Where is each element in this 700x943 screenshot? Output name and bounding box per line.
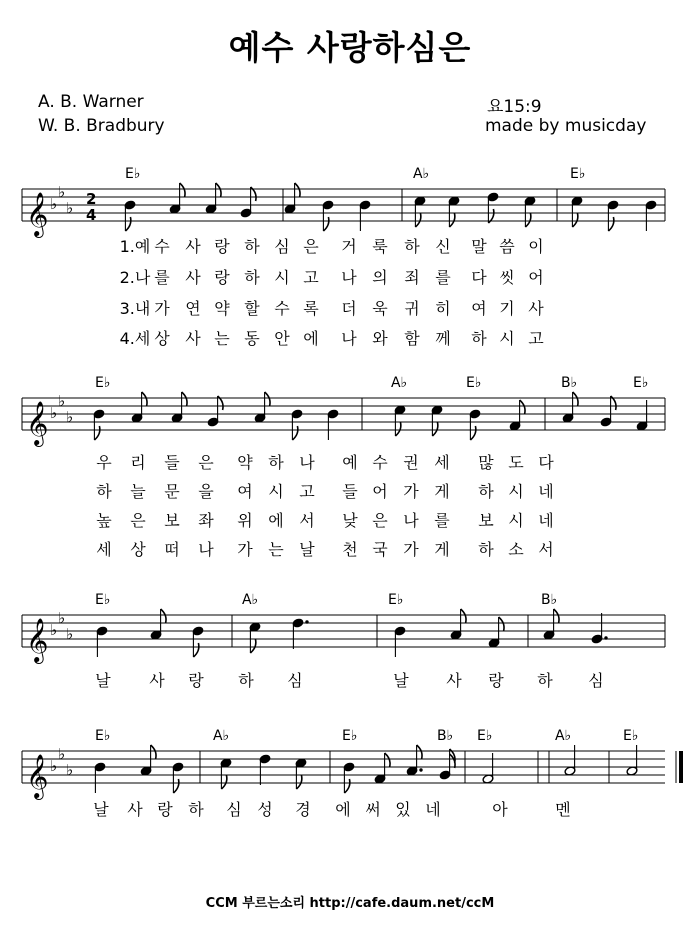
arranger-credit: W. B. Bradbury (38, 116, 165, 136)
note-flag (461, 609, 466, 623)
note (564, 745, 576, 776)
lyric-syllable: 하 (268, 453, 284, 472)
lyric-syllable: 4.세 (119, 329, 151, 348)
note-flag (180, 183, 185, 197)
lyric-syllable: 다 (538, 453, 554, 472)
lyric-syllable: 세 (434, 453, 450, 472)
time-signature-bottom: 4 (86, 206, 97, 224)
lyric-syllable: 랑 (188, 671, 204, 690)
lyric-syllable: 2.나 (119, 268, 151, 287)
lyric-syllable: 떠 (164, 540, 180, 559)
lyric-syllable: 나 (198, 540, 214, 559)
note-flag (449, 213, 454, 227)
note-flag (470, 426, 475, 440)
lyric-syllable: 하 (471, 329, 487, 348)
staff-system (22, 183, 665, 238)
note (406, 745, 423, 776)
key-flat: ♭ (58, 609, 66, 627)
note (205, 183, 221, 214)
lyric-syllable: 하 (96, 482, 112, 501)
lyric-syllable: 많 (478, 453, 494, 472)
treble-clef: 𝄞 (26, 401, 49, 445)
key-flat: ♭ (58, 183, 66, 201)
lyric-syllable: 수 (274, 299, 290, 318)
lyric-syllable: 수 (372, 453, 388, 472)
lyric-syllable: 상 (130, 540, 146, 559)
lyric-syllable: 하 (478, 540, 494, 559)
lyric-syllable: 리 (130, 453, 146, 472)
lyric-syllable: 문 (164, 482, 180, 501)
lyric-syllable: 게 (434, 482, 450, 501)
lyric-syllable: 하 (537, 671, 553, 690)
lyric-syllable: 도 (508, 453, 524, 472)
note-flag (415, 213, 420, 227)
lyric-syllable: 여 (237, 482, 253, 501)
note (292, 618, 309, 649)
note-flag (520, 400, 525, 414)
note-dot (305, 620, 308, 623)
note (374, 753, 390, 784)
key-flat: ♭ (50, 757, 58, 775)
chord-symbol: E♭ (95, 375, 111, 391)
note (259, 754, 271, 785)
lyric-syllable: 들 (164, 453, 180, 472)
lyric-syllable: 록 (303, 299, 319, 318)
lyric-syllable: 보 (478, 511, 494, 530)
lyric-syllable: 멘 (555, 800, 571, 819)
note-flag (193, 643, 198, 657)
footer-credit: CCM 부르는소리 http://cafe.daum.net/ccM (205, 896, 495, 911)
scripture-reference: 요15:9 (487, 97, 542, 117)
lyric-syllable: 나 (341, 268, 357, 287)
note-flag (125, 217, 130, 231)
lyric-syllable: 에 (335, 800, 351, 819)
lyric-syllable: 말 (471, 237, 487, 256)
note-flag (173, 779, 178, 793)
lyric-syllable: 귀 (404, 299, 420, 318)
lyric-syllable: 심 (226, 800, 242, 819)
lyric-syllable: 께 (435, 329, 451, 348)
lyric-syllable: 네 (538, 511, 554, 530)
key-flat: ♭ (58, 392, 66, 410)
key-flat: ♭ (66, 408, 74, 426)
key-flat: ♭ (66, 199, 74, 217)
note (192, 626, 204, 657)
lyric-syllable: 하 (404, 237, 420, 256)
key-flat: ♭ (66, 761, 74, 779)
lyric-syllable: 천 (342, 540, 358, 559)
chord-symbol: A♭ (555, 728, 572, 744)
lyric-syllable: 보 (164, 511, 180, 530)
note (172, 762, 184, 793)
composer-credit: A. B. Warner (38, 92, 144, 112)
lyric-syllable: 랑 (214, 268, 230, 287)
note-flag (216, 183, 221, 197)
staff-system (22, 609, 665, 664)
note-flag (608, 217, 613, 231)
note (254, 392, 270, 423)
lyric-syllable: 우 (96, 453, 112, 472)
lyric-syllable: 사 (446, 671, 462, 690)
lyric-syllable: 를 (435, 268, 451, 287)
note (140, 745, 156, 776)
note-flag (499, 617, 504, 631)
lyric-syllable: 은 (130, 511, 146, 530)
lyric-syllable: 권 (403, 453, 419, 472)
lyric-syllable: 서 (538, 540, 554, 559)
note (150, 609, 166, 640)
note (524, 196, 536, 227)
lyric-syllable: 하 (188, 800, 204, 819)
key-flat: ♭ (50, 621, 58, 639)
note (626, 745, 638, 776)
lyric-syllable: 하 (478, 482, 494, 501)
note (295, 758, 307, 789)
chord-symbol: E♭ (95, 592, 111, 608)
lyric-syllable: 이 (528, 237, 544, 256)
note (487, 192, 499, 223)
lyric-syllable: 수 (154, 237, 170, 256)
lyric-syllable: 히 (435, 299, 451, 318)
lyric-syllable: 씀 (499, 237, 515, 256)
lyric-syllable: 고 (299, 482, 315, 501)
lyric-syllable: 세 (96, 540, 112, 559)
made-by-credit: made by musicday (485, 116, 647, 136)
treble-clef: 𝄞 (26, 754, 49, 798)
key-flat: ♭ (58, 745, 66, 763)
note-flag (417, 745, 422, 759)
lyric-syllable: 사 (127, 800, 143, 819)
note-flag (344, 779, 349, 793)
key-flat: ♭ (50, 404, 58, 422)
note (327, 409, 339, 440)
chord-symbol: E♭ (388, 592, 404, 608)
lyric-syllable: 상 (154, 329, 170, 348)
chord-symbol: B♭ (541, 592, 558, 608)
lyric-syllable: 경 (295, 800, 311, 819)
chord-symbol: A♭ (213, 728, 230, 744)
chord-symbol: E♭ (623, 728, 639, 744)
lyric-syllable: 나 (341, 329, 357, 348)
note-flag (525, 213, 530, 227)
lyric-syllable: 할 (244, 299, 260, 318)
note-flag (142, 392, 147, 406)
lyric-syllable: 낮 (342, 511, 358, 530)
note (93, 409, 105, 440)
note (636, 400, 648, 431)
lyric-syllable: 가 (154, 299, 170, 318)
note-flag (572, 213, 577, 227)
lyric-syllable: 날 (393, 671, 409, 690)
lyric-syllable: 시 (508, 482, 524, 501)
lyric-syllable: 은 (198, 453, 214, 472)
note (488, 617, 504, 648)
lyric-syllable: 와 (372, 329, 388, 348)
lyric-syllable: 예 (342, 453, 358, 472)
note-flag (161, 609, 166, 623)
chord-symbol: E♭ (342, 728, 358, 744)
chord-symbol: E♭ (477, 728, 493, 744)
note (96, 626, 108, 657)
note (469, 409, 481, 440)
key-flat: ♭ (66, 625, 74, 643)
lyric-syllable: 소 (508, 540, 524, 559)
lyric-syllable: 위 (237, 511, 253, 530)
lyric-syllable: 죄 (404, 268, 420, 287)
lyric-syllable: 나 (299, 453, 315, 472)
lyric-syllable: 성 (257, 800, 273, 819)
lyric-syllable: 랑 (157, 800, 173, 819)
lyric-syllable: 국 (372, 540, 388, 559)
key-flat: ♭ (50, 195, 58, 213)
final-barline-thick (679, 751, 683, 783)
lyric-syllable: 네 (425, 800, 441, 819)
treble-clef: 𝄞 (26, 618, 49, 662)
chord-symbol: E♭ (95, 728, 111, 744)
lyric-syllable: 있 (395, 800, 411, 819)
note-flag (265, 392, 270, 406)
note (394, 626, 406, 657)
lyric-syllable: 게 (434, 540, 450, 559)
chord-symbol: A♭ (413, 166, 430, 182)
note (359, 200, 371, 231)
note-dot (419, 768, 422, 771)
note-flag (432, 422, 437, 436)
lyric-syllable: 심 (274, 237, 290, 256)
note-flag (573, 392, 578, 406)
note (343, 762, 355, 793)
note-flag (296, 775, 301, 789)
staff-system (22, 745, 683, 800)
note (394, 405, 406, 436)
note-dot (604, 636, 607, 639)
lyric-syllable: 가 (403, 482, 419, 501)
lyric-syllable: 들 (342, 482, 358, 501)
lyric-syllable: 하 (238, 671, 254, 690)
note (543, 609, 559, 640)
note-flag (323, 217, 328, 231)
note (509, 400, 525, 431)
lyric-syllable: 나 (403, 511, 419, 530)
lyric-syllable: 시 (499, 329, 515, 348)
lyric-syllable: 를 (434, 511, 450, 530)
note-flag (94, 426, 99, 440)
lyric-syllable: 사 (528, 299, 544, 318)
note (220, 758, 232, 789)
lyric-syllable: 사 (185, 268, 201, 287)
note-flag (221, 775, 226, 789)
note (94, 762, 106, 793)
note (562, 392, 578, 423)
note (591, 613, 608, 644)
time-signature-top: 2 (86, 190, 97, 208)
lyric-syllable: 다 (471, 268, 487, 287)
lyric-syllable: 욱 (372, 299, 388, 318)
note (131, 392, 147, 423)
note-flag (250, 639, 255, 653)
lyric-syllable: 랑 (488, 671, 504, 690)
note-flag (182, 392, 187, 406)
lyric-syllable: 가 (237, 540, 253, 559)
note-flag (151, 745, 156, 759)
note-flag (292, 426, 297, 440)
lyric-syllable: 사 (185, 237, 201, 256)
lyric-syllable: 써 (365, 800, 381, 819)
note (450, 609, 466, 640)
lyric-syllable: 의 (372, 268, 388, 287)
lyric-syllable: 높 (96, 511, 112, 530)
lyric-syllable: 는 (214, 329, 230, 348)
note (249, 622, 261, 653)
chord-symbol: A♭ (242, 592, 259, 608)
lyric-syllable: 고 (303, 268, 319, 287)
chord-symbol: B♭ (437, 728, 454, 744)
note (291, 409, 303, 440)
note (322, 200, 334, 231)
lyric-syllable: 시 (268, 482, 284, 501)
lyric-syllable: 날 (95, 671, 111, 690)
chord-symbol: E♭ (570, 166, 586, 182)
lyric-syllable: 에 (303, 329, 319, 348)
lyric-syllable: 신 (435, 237, 451, 256)
treble-clef: 𝄞 (26, 192, 49, 236)
lyric-syllable: 1.예 (119, 237, 151, 256)
chord-symbol: A♭ (391, 375, 408, 391)
lyric-syllable: 여 (471, 299, 487, 318)
lyric-syllable: 날 (93, 800, 109, 819)
note-flag (554, 609, 559, 623)
lyric-syllable: 하 (244, 237, 260, 256)
lyric-syllable: 연 (185, 299, 201, 318)
lyric-syllable: 기 (499, 299, 515, 318)
lyric-syllable: 는 (268, 540, 284, 559)
lyric-syllable: 함 (404, 329, 420, 348)
lyric-syllable: 랑 (214, 237, 230, 256)
lyric-syllable: 고 (528, 329, 544, 348)
note (645, 200, 657, 231)
note (284, 183, 300, 214)
chord-symbol: B♭ (561, 375, 578, 391)
lyric-syllable: 시 (508, 511, 524, 530)
chord-symbol: E♭ (633, 375, 649, 391)
lyric-syllable: 늘 (130, 482, 146, 501)
lyric-syllable: 서 (299, 511, 315, 530)
lyric-syllable: 심 (287, 671, 303, 690)
lyric-syllable: 더 (341, 299, 357, 318)
note (482, 753, 494, 784)
song-title: 예수 사랑하심은 (228, 28, 472, 67)
note (169, 183, 185, 214)
lyric-syllable: 은 (372, 511, 388, 530)
note (571, 196, 583, 227)
lyric-syllable: 를 (154, 268, 170, 287)
lyric-syllable: 사 (185, 329, 201, 348)
lyric-syllable: 은 (303, 237, 319, 256)
lyric-syllable: 아 (492, 800, 508, 819)
note (414, 196, 426, 227)
note (431, 405, 443, 436)
note (607, 200, 619, 231)
lyric-syllable: 을 (198, 482, 214, 501)
lyric-syllable: 하 (244, 268, 260, 287)
lyric-syllable: 거 (341, 237, 357, 256)
note (171, 392, 187, 423)
lyric-syllable: 동 (244, 329, 260, 348)
note-flag (295, 183, 300, 197)
lyric-syllable: 룩 (372, 237, 388, 256)
lyric-syllable: 좌 (198, 511, 214, 530)
lyric-syllable: 날 (299, 540, 315, 559)
lyric-syllable: 3.내 (119, 299, 151, 318)
lyric-syllable: 약 (214, 299, 230, 318)
note-flag (385, 753, 390, 767)
chord-symbol: E♭ (125, 166, 141, 182)
lyric-syllable: 약 (237, 453, 253, 472)
lyric-syllable: 어 (528, 268, 544, 287)
lyric-syllable: 가 (403, 540, 419, 559)
lyric-syllable: 시 (274, 268, 290, 287)
lyric-syllable: 심 (588, 671, 604, 690)
note-flag (395, 422, 400, 436)
lyric-syllable: 어 (372, 482, 388, 501)
lyric-syllable: 씻 (499, 268, 515, 287)
lyric-syllable: 에 (268, 511, 284, 530)
note (124, 200, 136, 231)
note (448, 196, 460, 227)
lyric-syllable: 안 (274, 329, 290, 348)
chord-symbol: E♭ (466, 375, 482, 391)
lyric-syllable: 사 (149, 671, 165, 690)
lyric-syllable: 네 (538, 482, 554, 501)
